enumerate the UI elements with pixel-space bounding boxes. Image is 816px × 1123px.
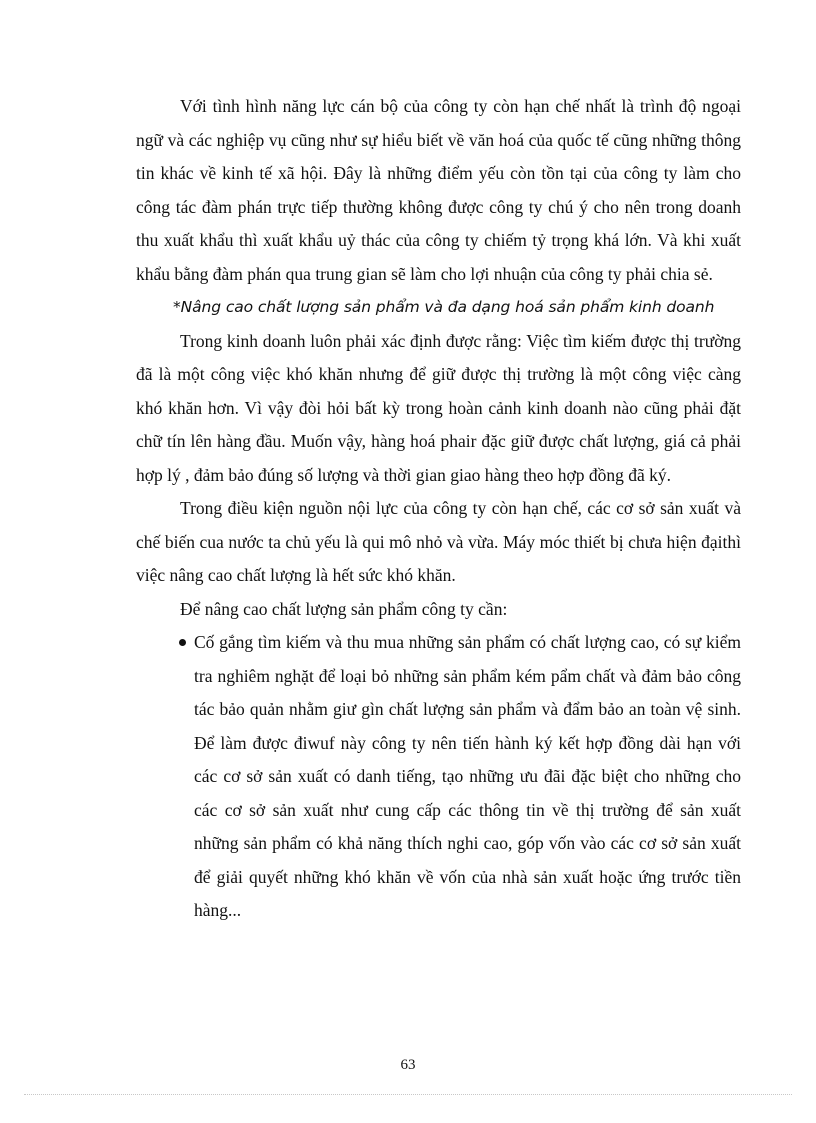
bullet-item: [136, 626, 741, 928]
bullet-list: [136, 626, 741, 928]
bullet-icon: [179, 639, 186, 646]
footer-divider: [24, 1094, 792, 1095]
section-heading-quality: *Nâng cao chất lượng sản phẩm và đa dạng hoá sản phẩm kinh doanh: [173, 298, 715, 316]
document-page: [136, 90, 741, 928]
page-number: 63: [400, 1057, 416, 1073]
bullet-text: Cố gắng tìm kiếm và thu mua những sản phẩm có chất lượng cao, có sự kiểm tra nghiêm nghặt để loại bỏ những sản phẩm kém pẩm chất và đảm bảo công tác bảo quản nhằm giư gìn chất lượng sản phẩm và đẩm bảo an toàn vệ sinh. Để làm được điwuf này công ty nên tiến hành ký kết hợp đồng dài hạn với các cơ sở sản xuất có danh tiếng, tạo những ưu đãi đặc biệt cho những cho các cơ sở sản xuất như cung cấp các thông tin về thị trường để sản xuất những sản phẩm có khả năng thích nghi cao, góp vốn vào các cơ sở sản xuất để giải quyết những khó khăn về vốn của nhà sản xuất hoặc ứng trước tiền hàng...: [194, 632, 741, 920]
paragraph-market-reputation: Trong kinh doanh luôn phải xác định được rằng: Việc tìm kiếm được thị trường đã là một công việc khó khăn nhưng để giữ được thị trường là một công việc càng khó khăn hơn. Vì vậy đòi hỏi bất kỳ trong hoàn cảnh kinh doanh nào cũng phải đặt chữ tín lên hàng đầu. Muốn vậy, hàng hoá phair đặc giữ được chất lượng, giá cả phải hợp lý , đảm bảo đúng số lượng và thời gian giao hàng theo hợp đồng đã ký.: [136, 330, 741, 485]
paragraph-internal-resources: Trong điều kiện nguồn nội lực của công ty còn hạn chế, các cơ sở sản xuất và chế biến cua nước ta chủ yếu là qui mô nhỏ và vừa. Máy móc thiết bị chưa hiện đạithì việc nâng cao chất lượng là hết sức khó khăn.: [136, 498, 741, 585]
paragraph-quality-intro: Để nâng cao chất lượng sản phẩm công ty cần:: [180, 598, 508, 619]
paragraph-staff-capacity: Với tình hình năng lực cán bộ của công ty còn hạn chế nhất là trình độ ngoại ngữ và các nghiệp vụ cũng như sự hiểu biết về văn hoá của quốc tế cũng những thông tin khác về kinh tế xã hội. Đây là những điểm yếu còn tồn tại của công ty làm cho công tác đàm phán trực tiếp thường không được công ty chú ý cho nên trong doanh thu xuất khẩu thì xuất khẩu uỷ thác của công ty chiếm tỷ trọng khá lớn. Và khi xuất khẩu bằng đàm phán qua trung gian sẽ làm cho lợi nhuận của công ty phải chia sẻ.: [136, 96, 741, 284]
